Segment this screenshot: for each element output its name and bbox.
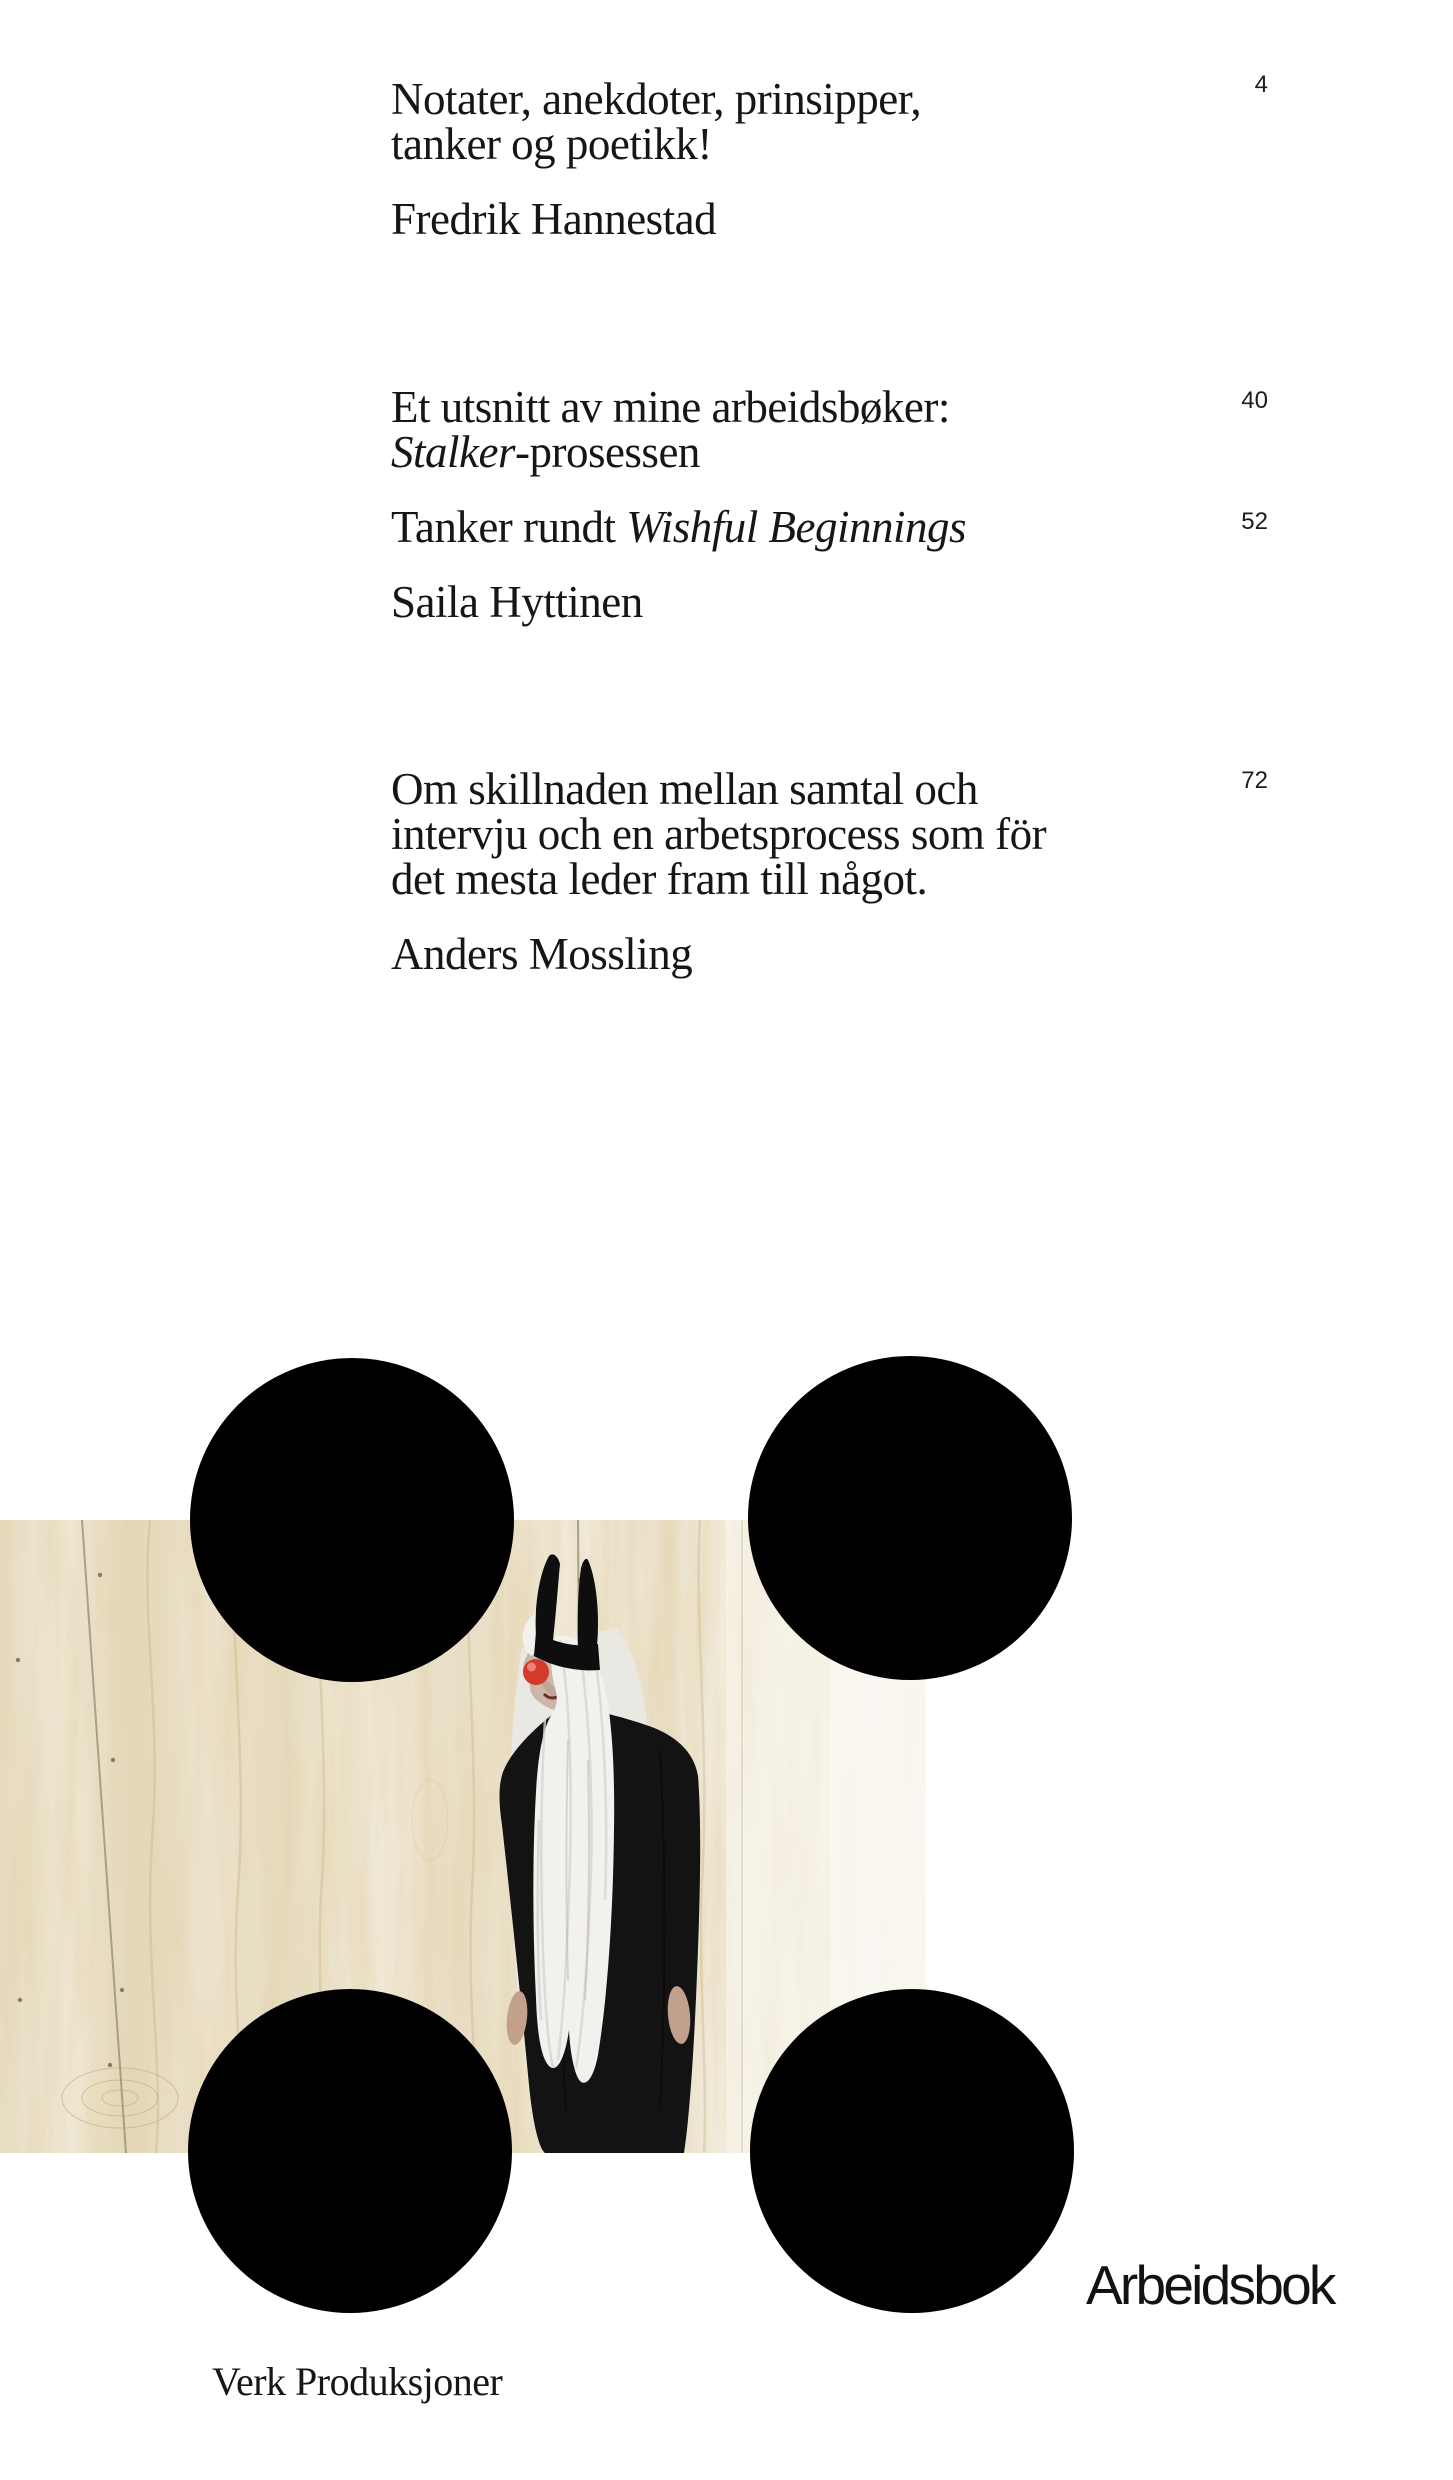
- toc-author: Saila Hyttinen: [391, 577, 643, 627]
- toc-entry-title: Tanker rundt Wishful Beginnings: [391, 502, 967, 552]
- clown-nose: [523, 1659, 549, 1685]
- publisher-name: Verk Produksjoner: [212, 2359, 503, 2404]
- black-circle-top-left: [190, 1358, 514, 1682]
- toc-entry-title: Om skillnaden mellan samtal och intervju och en arbetsprocess som för det mesta leder fram till något.: [391, 764, 1047, 904]
- toc-author: Anders Mossling: [391, 929, 693, 979]
- toc-entry-title: Et utsnitt av mine arbeidsbøker: Stalker-prosessen: [391, 382, 950, 477]
- toc-page-number: 40: [1241, 387, 1268, 414]
- black-circle-top-right: [748, 1356, 1072, 1680]
- toc-page-number: 52: [1241, 508, 1268, 535]
- toc-entry-title: Notater, anekdoter, prinsipper, tanker og poetikk!: [391, 74, 922, 169]
- black-circle-bottom-left: [188, 1989, 512, 2313]
- toc-page-number: 72: [1241, 767, 1268, 794]
- book-title: Arbeidsbok: [1086, 2254, 1334, 2316]
- toc-author: Fredrik Hannestad: [391, 194, 717, 244]
- toc-page-number: 4: [1254, 71, 1268, 98]
- black-circle-bottom-right: [750, 1989, 1074, 2313]
